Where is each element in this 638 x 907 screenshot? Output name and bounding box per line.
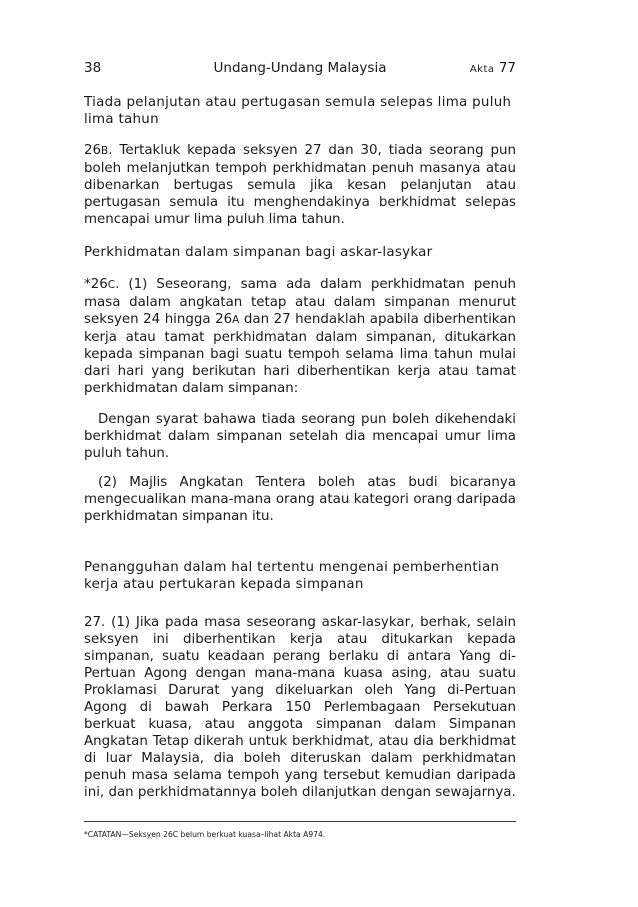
- section-26b-text: [84, 142, 516, 228]
- section-26c-heading: Perkhidmatan dalam simpanan bagi askar-lasykar: [84, 245, 433, 260]
- section-26a-suffix: A: [232, 314, 240, 326]
- footnote-divider: [84, 821, 516, 822]
- running-header: [84, 58, 516, 78]
- section-26c-suffix: C: [107, 279, 116, 291]
- section-26c-number: *26: [84, 277, 108, 292]
- section-26c-text: [84, 276, 516, 397]
- footnote-prefix: *CATATAN—Seksyen 26: [84, 830, 173, 839]
- act-number: 77: [498, 60, 516, 76]
- act-word: Akta: [469, 64, 495, 75]
- section-27-text: 27. (1) Jika pada masa seseorang askar-lasykar, berhak, selain seksyen ini diberhentikan kerja atau ditukarkan kepada simpanan, suatu keadaan perang berlaku di antara Yang di-Pertuan Agong dengan mana-mana kuasa asing, atau suatu Proklamasi Darurat yang dikeluarkan oleh Yang di-Pertuan Agong di bawah Perkara 150 Perlembagaan Persekutuan berkuat kuasa, atau anggota simpanan dalam Simpanan Angkatan Tetap dikerah untuk berkhidmat, atau dia berkhidmat di luar Malaysia, dia boleh diteruskan dalam perkhidmatan penuh masa selama tempoh yang tersebut kemudian daripada ini, dan perkhidmatannya boleh dilanjutkan dengan sewajarnya.: [84, 615, 516, 800]
- act-reference: [470, 58, 516, 80]
- document-page: [84, 58, 516, 801]
- section-26b-suffix: B: [101, 145, 109, 157]
- section-26c-subsection-2: (2) Majlis Angkatan Tentera boleh atas budi bicaranya mengecualikan mana-mana orang atau kategori orang daripada perkhidmatan simpanan itu.: [84, 475, 516, 524]
- page-number: 38: [84, 60, 102, 76]
- running-title: Undang-Undang Malaysia: [213, 60, 387, 76]
- section-26b-heading: Tiada pelanjutan atau pertugasan semula selepas lima puluh lima tahun: [84, 95, 512, 127]
- section-26c-proviso: Dengan syarat bahawa tiada seorang pun boleh dikehendaki berkhidmat dalam simpanan setelah dia mencapai umur lima puluh tahun.: [84, 412, 516, 461]
- section-26b-body: . Tertakluk kepada seksyen 27 dan 30, tiada seorang pun boleh melanjutkan tempoh perkhidmatan penuh masanya atau dibenarkan bertugas semula jika kesan pelanjutan atau pertugasan semula itu menghendakinya berkhidmat selepas mencapai umur lima puluh lima tahun.: [84, 143, 516, 227]
- section-26c-body-part2: dan 27 hendaklah apabila diberhentikan kerja atau tamat perkhidmatan dalam simpanan, ditukarkan kepada simpanan bagi suatu tempoh selama lima tahun mulai dari hari yang berikutan hari diberhentikan kerja atau tamat perkhidmatan dalam simpanan:: [84, 312, 517, 396]
- section-26b-number: 26: [84, 143, 102, 158]
- footnote-suffix-letter: C: [172, 830, 179, 839]
- footnote: [84, 829, 516, 840]
- footnote-suffix: belum berkuat kuasa–lihat Akta A974.: [178, 830, 326, 839]
- section-26c-body-part1: . (1) Seseorang, sama ada dalam perkhidmatan penuh masa dalam angkatan tetap atau dalam simpanan menurut seksyen 24 hingga 26: [84, 277, 516, 327]
- section-27-heading: Penangguhan dalam hal tertentu mengenai pemberhentian kerja atau pertukaran kepada simpanan: [84, 560, 500, 592]
